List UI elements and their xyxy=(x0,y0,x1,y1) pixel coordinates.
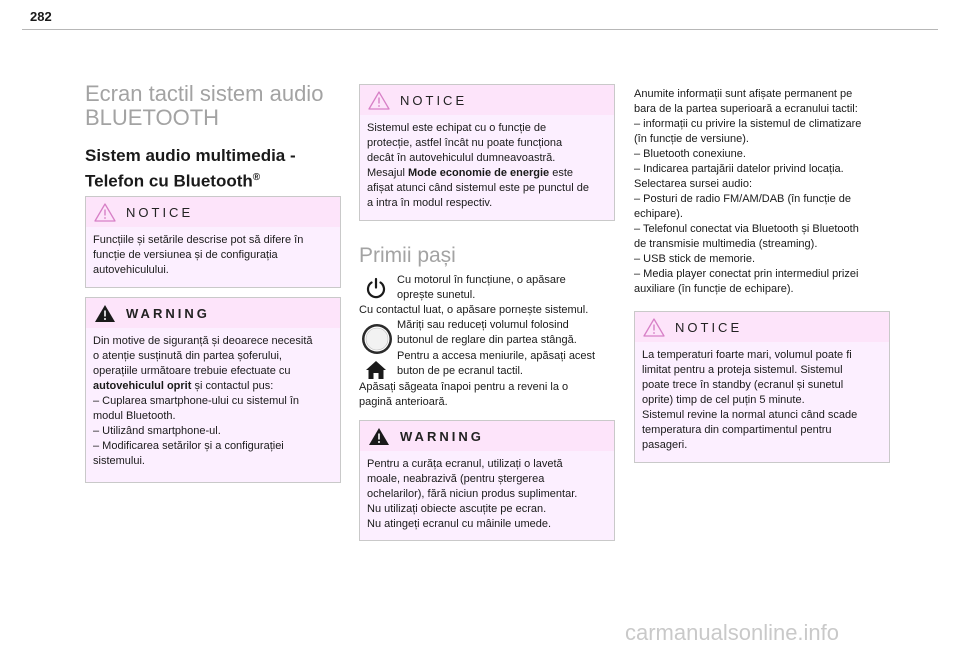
warning-1-rest: și contactul pus: xyxy=(191,380,274,392)
section-heading-line2-text: Telefon cu Bluetooth xyxy=(85,171,253,191)
status-bar-info xyxy=(634,87,890,297)
back-line: pagină anterioară. xyxy=(359,396,448,408)
info-line: (în funcție de versiune). xyxy=(634,133,749,145)
power-instruction xyxy=(359,273,615,303)
top-rule xyxy=(22,29,938,30)
watermark: carmanualsonline.info xyxy=(625,620,840,645)
notice-box-1-body xyxy=(86,227,340,286)
notice-label: NOTICE xyxy=(400,93,468,108)
warning-1-line: – Cuplarea smartphone-ului cu sistemul în xyxy=(93,395,300,407)
notice-2-line: a intra în modul respectiv. xyxy=(367,197,493,209)
notice-box-3-body xyxy=(635,342,889,461)
info-line: – Bluetooth conexiune. xyxy=(634,148,746,160)
warning-triangle-icon xyxy=(94,304,116,323)
warning-1-line: – Modificarea setărilor și a configurației xyxy=(93,440,284,452)
warning-triangle-icon xyxy=(368,427,390,446)
power-line: oprește sunetul. xyxy=(397,289,476,301)
notice-warning-triangle-icon xyxy=(643,318,665,337)
warning-1-line: Din motive de siguranță și deoarece necesită xyxy=(93,335,313,347)
home-line: buton de pe ecranul tactil. xyxy=(397,365,523,377)
notice-label: NOTICE xyxy=(126,205,194,220)
power-icon xyxy=(365,277,387,299)
page-title xyxy=(85,82,341,130)
warning-1-line: o atenție susținută din partea șoferului, xyxy=(93,350,282,362)
warning-1-line xyxy=(93,379,333,394)
warning-1-bold: autovehiculul oprit xyxy=(93,380,192,392)
warning-2-line: Pentru a curăța ecranul, utilizați o lavetă xyxy=(367,458,563,470)
info-line: Anumite informații sunt afișate permanent pe xyxy=(634,88,853,100)
notice-box-2-header xyxy=(360,85,614,115)
contact-line: Cu contactul luat, o apăsare pornește sistemul. xyxy=(359,304,589,316)
notice-warning-triangle-icon xyxy=(368,91,390,110)
notice-2-pre: Mesajul xyxy=(367,167,408,179)
section-heading-line1: Sistem audio multimedia - xyxy=(85,146,296,165)
notice-2-line: decât în autovehiculul dumneavoastră. xyxy=(367,152,556,164)
warning-1-line: sistemului. xyxy=(93,455,145,467)
warning-1-line: – Utilizând smartphone-ul. xyxy=(93,425,221,437)
warning-box-1-header xyxy=(86,298,340,328)
notice-1-line: autovehiculului. xyxy=(93,264,169,276)
home-line: Pentru a accesa meniurile, apăsați acest xyxy=(397,350,596,362)
notice-box-2-body xyxy=(360,115,614,219)
info-line: – Posturi de radio FM/AM/DAB (în funcție de xyxy=(634,193,852,205)
warning-box-1-body xyxy=(86,328,340,477)
section-heading-line2 xyxy=(85,167,341,193)
volume-line: butonul de reglare din partea stângă. xyxy=(397,334,577,346)
section-heading xyxy=(85,145,341,193)
notice-3-line: oprite) timp de cel puțin 5 minute. xyxy=(642,394,805,406)
warning-box-1 xyxy=(85,297,341,483)
volume-line: Măriți sau reduceți volumul folosind xyxy=(397,319,569,331)
info-line: bara de la partea superioară a ecranului tactil: xyxy=(634,103,858,115)
back-line: Apăsați săgeata înapoi pentru a reveni la o xyxy=(359,381,569,393)
registered-mark: ® xyxy=(252,172,261,183)
warning-1-line: operațiile următoare trebuie efectuate cu xyxy=(93,365,291,377)
info-line: de transmisie multimedia (streaming). xyxy=(634,238,818,250)
warning-label: WARNING xyxy=(126,306,210,321)
notice-3-line: Sistemul revine la normal atunci când scade xyxy=(642,409,858,421)
info-line: – Telefonul conectat via Bluetooth și Bluetooth xyxy=(634,223,859,235)
warning-1-line: modul Bluetooth. xyxy=(93,410,176,422)
page-title-line2: BLUETOOTH xyxy=(85,105,220,130)
info-line: – USB stick de memorie. xyxy=(634,253,756,265)
info-line: – Indicarea partajării datelor privind locația. xyxy=(634,163,844,175)
info-line: – informații cu privire la sistemul de climatizare xyxy=(634,118,862,130)
info-line: auxiliare (în funcție de echipare). xyxy=(634,283,794,295)
page-title-line1: Ecran tactil sistem audio xyxy=(85,81,324,106)
back-instruction xyxy=(359,380,615,410)
power-line: Cu motorul în funcțiune, o apăsare xyxy=(397,274,566,286)
home-instruction xyxy=(359,349,615,379)
warning-box-2 xyxy=(359,420,615,541)
info-line: – Media player conectat prin intermediul prizei xyxy=(634,268,859,280)
notice-3-line: La temperaturi foarte mari, volumul poate fi xyxy=(642,349,852,361)
notice-3-line: temperatura din compartimentul pentru xyxy=(642,424,832,436)
section-title-first-steps: Primii pași xyxy=(359,244,456,267)
page-number: 282 xyxy=(30,9,52,24)
notice-box-3-header xyxy=(635,312,889,342)
notice-3-line: pasageri. xyxy=(642,439,688,451)
notice-2-line: afișat atunci când sistemul este pe punctul de xyxy=(367,182,589,194)
warning-box-2-body xyxy=(360,451,614,540)
notice-2-bold: Mode economie de energie xyxy=(407,167,550,179)
volume-instruction xyxy=(359,318,615,348)
info-line: Selectarea sursei audio: xyxy=(634,178,753,190)
warning-2-line: Nu atingeți ecranul cu mâinile umede. xyxy=(367,518,552,530)
warning-label: WARNING xyxy=(400,429,484,444)
warning-2-line: Nu utilizați obiecte ascuțite pe ecran. xyxy=(367,503,547,515)
notice-1-line: funcție de versiunea și de configurația xyxy=(93,249,278,261)
notice-1-line: Funcțiile și setările descrise pot să difere în xyxy=(93,234,304,246)
info-line: echipare). xyxy=(634,208,683,220)
warning-2-line: moale, neabrazivă (pentru ștergerea xyxy=(367,473,545,485)
notice-box-2 xyxy=(359,84,615,221)
home-icon xyxy=(365,359,387,381)
notice-box-3 xyxy=(634,311,890,463)
notice-warning-triangle-icon xyxy=(94,203,116,222)
warning-box-2-header xyxy=(360,421,614,451)
notice-2-line: protecție, astfel încât nu poate funcționa xyxy=(367,137,563,149)
notice-2-post: este xyxy=(549,167,574,179)
notice-label: NOTICE xyxy=(675,320,743,335)
warning-2-line: ochelarilor), fără niciun produs suplimentar. xyxy=(367,488,578,500)
notice-box-1-header xyxy=(86,197,340,227)
notice-box-1 xyxy=(85,196,341,288)
notice-2-line xyxy=(367,166,607,181)
notice-3-line: limitat pentru a proteja sistemul. Sistemul xyxy=(642,364,843,376)
notice-3-line: poate trece în standby (ecranul și sunetul xyxy=(642,379,844,391)
notice-2-line: Sistemul este echipat cu o funcție de xyxy=(367,122,547,134)
